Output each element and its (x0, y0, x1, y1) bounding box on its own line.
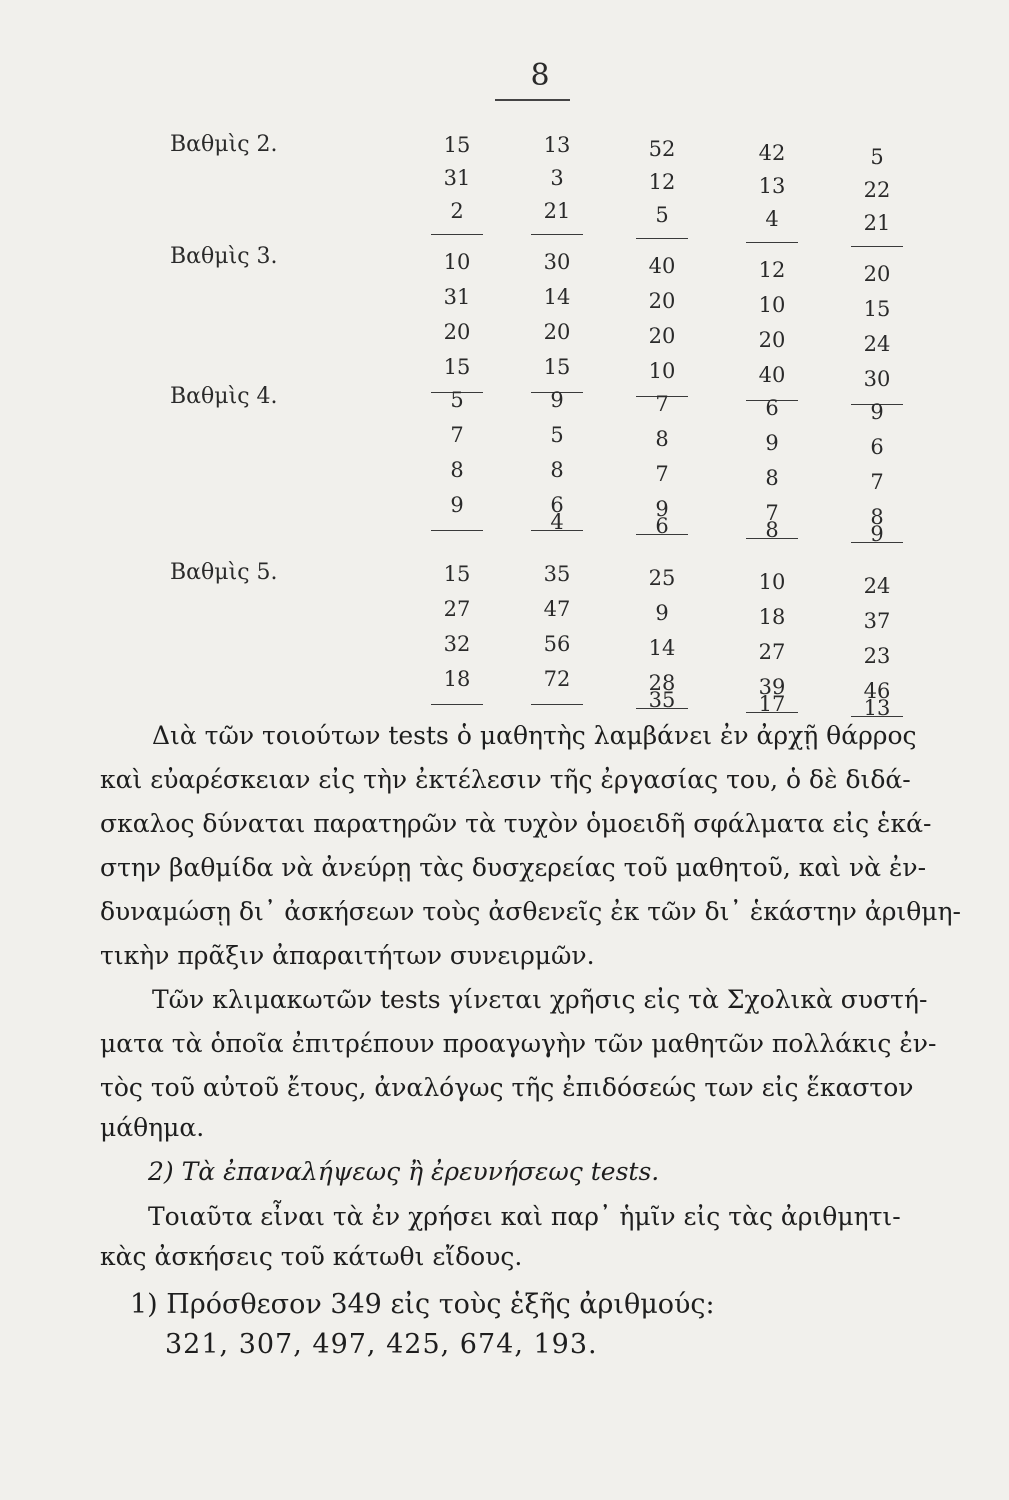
addend-value: 27 (443, 597, 471, 621)
sum-rule (431, 530, 483, 531)
addend-value: 14 (543, 285, 571, 309)
addend-value: 4 (765, 207, 779, 231)
grade-label: Βαθμὶς 4. (170, 384, 278, 409)
addend-value: 9 (655, 601, 669, 625)
paragraph-line: τικὴν πρᾶξιν ἀπαραιτήτων συνειρμῶν. (100, 941, 595, 970)
addend-value: 15 (543, 355, 571, 379)
addend-value: 20 (758, 328, 786, 352)
addend-value: 22 (863, 178, 891, 202)
addend-value: 37 (863, 609, 891, 633)
addend-value: 18 (443, 667, 471, 691)
closing-line: Τοιαῦτα εἶναι τὰ ἐν χρήσει καὶ παρ᾽ ἡμῖν εἰς τὰς ἀριθμητι- (148, 1202, 901, 1231)
addend-value: 9 (655, 497, 669, 521)
addend-value: 15 (443, 133, 471, 157)
addend-value: 5 (870, 145, 884, 169)
addend-value: 7 (655, 462, 669, 486)
addend-value: 30 (863, 367, 891, 391)
sum-value: 17 (758, 692, 786, 716)
closing-line: κὰς ἀσκήσεις τοῦ κάτωθι εἴδους. (100, 1242, 523, 1271)
sum-rule (431, 234, 483, 235)
addend-value: 7 (450, 423, 464, 447)
page-number: 8 (530, 58, 550, 93)
addend-value: 47 (543, 597, 571, 621)
paragraph-line: σκαλος δύναται παρατηρῶν τὰ τυχὸν ὁμοειδῆ σφάλματα εἰς ἑκά- (100, 809, 932, 838)
addend-value: 20 (443, 320, 471, 344)
addend-value: 35 (543, 562, 571, 586)
addend-value: 2 (450, 199, 464, 223)
sum-rule (531, 234, 583, 235)
addend-value: 21 (543, 199, 571, 223)
addend-value: 10 (648, 359, 676, 383)
addend-value: 20 (648, 324, 676, 348)
sum-rule (636, 238, 688, 239)
addend-value: 10 (758, 293, 786, 317)
exercise-numbers: 321, 307, 497, 425, 674, 193. (165, 1329, 598, 1360)
addend-value: 8 (870, 505, 884, 529)
sum-rule (431, 704, 483, 705)
addend-value: 32 (443, 632, 471, 656)
addend-value: 10 (443, 250, 471, 274)
addend-value: 13 (543, 133, 571, 157)
grade-label: Βαθμὶς 3. (170, 244, 278, 269)
addend-value: 18 (758, 605, 786, 629)
addend-value: 25 (648, 566, 676, 590)
paragraph-line: καὶ εὐαρέσκειαν εἰς τὴν ἐκτέλεσιν τῆς ἐργασίας του, ὁ δὲ διδά- (100, 765, 911, 794)
paragraph-line: τὸς τοῦ αὐτοῦ ἔτους, ἀναλόγως τῆς ἐπιδόσεώς των εἰς ἕκαστον (100, 1073, 914, 1102)
addend-value: 5 (450, 388, 464, 412)
addend-value: 31 (443, 285, 471, 309)
addend-value: 13 (758, 174, 786, 198)
addend-value: 3 (550, 166, 564, 190)
addend-value: 7 (765, 501, 779, 525)
addend-value: 9 (450, 493, 464, 517)
addend-value: 12 (648, 170, 676, 194)
sum-value: 8 (765, 518, 779, 542)
addend-value: 24 (863, 332, 891, 356)
addend-value: 9 (550, 388, 564, 412)
addend-value: 30 (543, 250, 571, 274)
addend-value: 6 (550, 493, 564, 517)
addend-value: 5 (550, 423, 564, 447)
addend-value: 23 (863, 644, 891, 668)
paragraph-line: Τῶν κλιμακωτῶν tests γίνεται χρῆσις εἰς τὰ Σχολικὰ συστή- (152, 985, 928, 1014)
addend-value: 52 (648, 137, 676, 161)
addend-value: 21 (863, 211, 891, 235)
addend-value: 15 (443, 562, 471, 586)
addend-value: 24 (863, 574, 891, 598)
addend-value: 10 (758, 570, 786, 594)
addend-value: 56 (543, 632, 571, 656)
addend-value: 27 (758, 640, 786, 664)
paragraph-line: δυναμώσῃ δι᾽ ἀσκήσεων τοὺς ἀσθενεῖς ἐκ τῶν δι᾽ ἑκάστην ἀριθμη- (100, 897, 961, 926)
sum-value: 9 (870, 522, 884, 546)
addend-value: 20 (863, 262, 891, 286)
addend-value: 7 (870, 470, 884, 494)
sum-value: 35 (648, 688, 676, 712)
addend-value: 6 (870, 435, 884, 459)
addend-value: 39 (758, 675, 786, 699)
addend-value: 40 (758, 363, 786, 387)
sum-value: 4 (550, 510, 564, 534)
addend-value: 9 (870, 400, 884, 424)
addend-value: 8 (655, 427, 669, 451)
addend-value: 6 (765, 396, 779, 420)
addend-value: 12 (758, 258, 786, 282)
addend-value: 8 (550, 458, 564, 482)
grade-label: Βαθμὶς 5. (170, 560, 278, 585)
page-number-rule (495, 99, 570, 101)
addend-value: 42 (758, 141, 786, 165)
paragraph-line: ματα τὰ ὁποῖα ἐπιτρέπουν προαγωγὴν τῶν μαθητῶν πολλάκις ἐν- (100, 1029, 937, 1058)
paragraph-line: μάθημα. (100, 1113, 205, 1142)
addend-value: 7 (655, 392, 669, 416)
addend-value: 15 (443, 355, 471, 379)
sum-value: 13 (863, 696, 891, 720)
sum-rule (851, 246, 903, 247)
addend-value: 9 (765, 431, 779, 455)
addend-value: 5 (655, 203, 669, 227)
section-heading: 2) Τὰ ἐπαναλήψεως ἢ ἐρευνήσεως tests. (148, 1157, 660, 1186)
sum-rule (746, 242, 798, 243)
addend-value: 8 (450, 458, 464, 482)
addend-value: 20 (543, 320, 571, 344)
exercise-instruction: 1) Πρόσθεσον 349 εἰς τοὺς ἑξῆς ἀριθμούς: (130, 1289, 715, 1320)
sum-rule (531, 704, 583, 705)
sum-value: 6 (655, 514, 669, 538)
addend-value: 14 (648, 636, 676, 660)
addend-value: 72 (543, 667, 571, 691)
paragraph-line: Διὰ τῶν τοιούτων tests ὁ μαθητὴς λαμβάνει ἐν ἀρχῇ θάρρος (152, 721, 917, 750)
addend-value: 40 (648, 254, 676, 278)
addend-value: 46 (863, 679, 891, 703)
paragraph-line: στην βαθμίδα νὰ ἀνεύρῃ τὰς δυσχερείας τοῦ μαθητοῦ, καὶ νὰ ἐν- (100, 853, 927, 882)
addend-value: 15 (863, 297, 891, 321)
addend-value: 20 (648, 289, 676, 313)
addend-value: 31 (443, 166, 471, 190)
addend-value: 28 (648, 671, 676, 695)
grade-label: Βαθμὶς 2. (170, 132, 278, 157)
addend-value: 8 (765, 466, 779, 490)
